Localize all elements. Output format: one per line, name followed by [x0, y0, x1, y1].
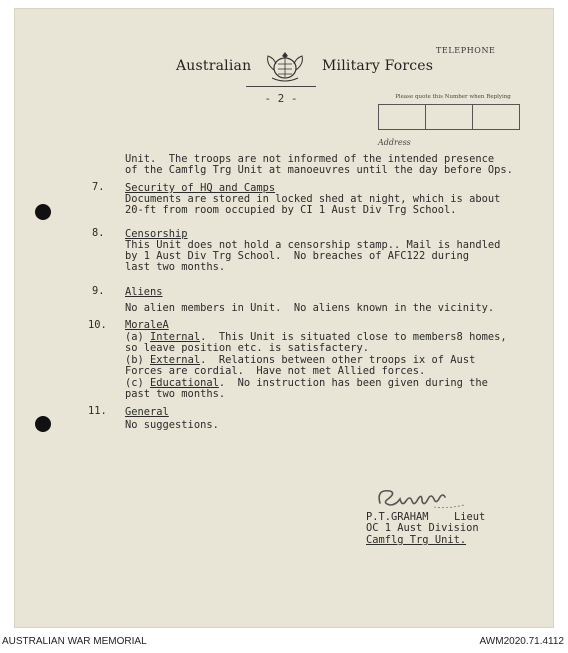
sub-item-label: (a) [125, 331, 151, 343]
item-heading: MoraleA [125, 319, 169, 331]
body-line: last two months. [125, 261, 226, 273]
body-line: Forces are cordial. Have not met Allied forces. [125, 365, 426, 377]
letterhead-right: Military Forces [322, 58, 434, 74]
item-number: 7. [92, 181, 105, 193]
sub-item-heading: Educational [150, 377, 219, 389]
body-line: This Unit does not hold a censorship stamp.. Mail is handled [125, 239, 501, 251]
item-number: 8. [92, 227, 105, 239]
address-label: Address [378, 138, 411, 147]
body-line: No suggestions. [125, 419, 219, 431]
item-heading: Aliens [125, 286, 163, 298]
letter-body [14, 8, 554, 628]
item-number: 10. [88, 319, 107, 331]
signatory-rank: Lieut [454, 511, 486, 523]
body-line: 20-ft from room occupied by CI 1 Aust Div Trg School. [125, 204, 457, 216]
reference-quote-label: Please quote this Number when Replying [395, 94, 511, 100]
footer-accession-number: AWM2020.71.4112 [479, 636, 564, 647]
sub-item-text: . This Unit is situated close to members8 homes, [200, 331, 507, 343]
footer-source: AUSTRALIAN WAR MEMORIAL [2, 636, 147, 647]
signatory-unit: Camflg Trg Unit. [366, 534, 467, 546]
body-line: so leave position etc. is satisfactery. [125, 342, 369, 354]
signatory-position: OC 1 Aust Division [366, 522, 479, 534]
body-line: No alien members in Unit. No aliens known in the vicinity. [125, 302, 495, 314]
item-number: 9. [92, 285, 105, 297]
body-line: Unit. The troops are not informed of the intended presence [125, 153, 495, 165]
sub-item-heading: External [150, 354, 201, 366]
body-line: of the Camflg Trg Unit at manoeuvres until the day before Ops. [125, 164, 513, 176]
sub-item-heading: Internal [150, 331, 201, 343]
item-number: 11. [88, 405, 107, 417]
body-line: past two months. [125, 388, 226, 400]
item-heading: Security of HQ and Camps [125, 182, 276, 194]
body-line: Documents are stored in locked shed at night, which is about [125, 193, 501, 205]
body-line: by 1 Aust Div Trg School. No breaches of AFC122 during [125, 250, 470, 262]
sub-item-text: . Relations between other troops ix of Aust [200, 354, 476, 366]
letterhead-left: Australian [176, 58, 252, 74]
item-heading: Censorship [125, 228, 188, 240]
item-heading: General [125, 406, 169, 418]
sub-item-text: . No instruction has been given during the [218, 377, 488, 389]
page-number: - 2 - [264, 92, 298, 105]
telephone-label: TELEPHONE [436, 46, 496, 55]
signatory-name: P.T.GRAHAM [366, 511, 429, 523]
handwritten-signature [374, 485, 479, 511]
sub-item-label: (b) [125, 354, 151, 366]
document-page [14, 8, 554, 628]
sub-item-label: (c) [125, 377, 151, 389]
